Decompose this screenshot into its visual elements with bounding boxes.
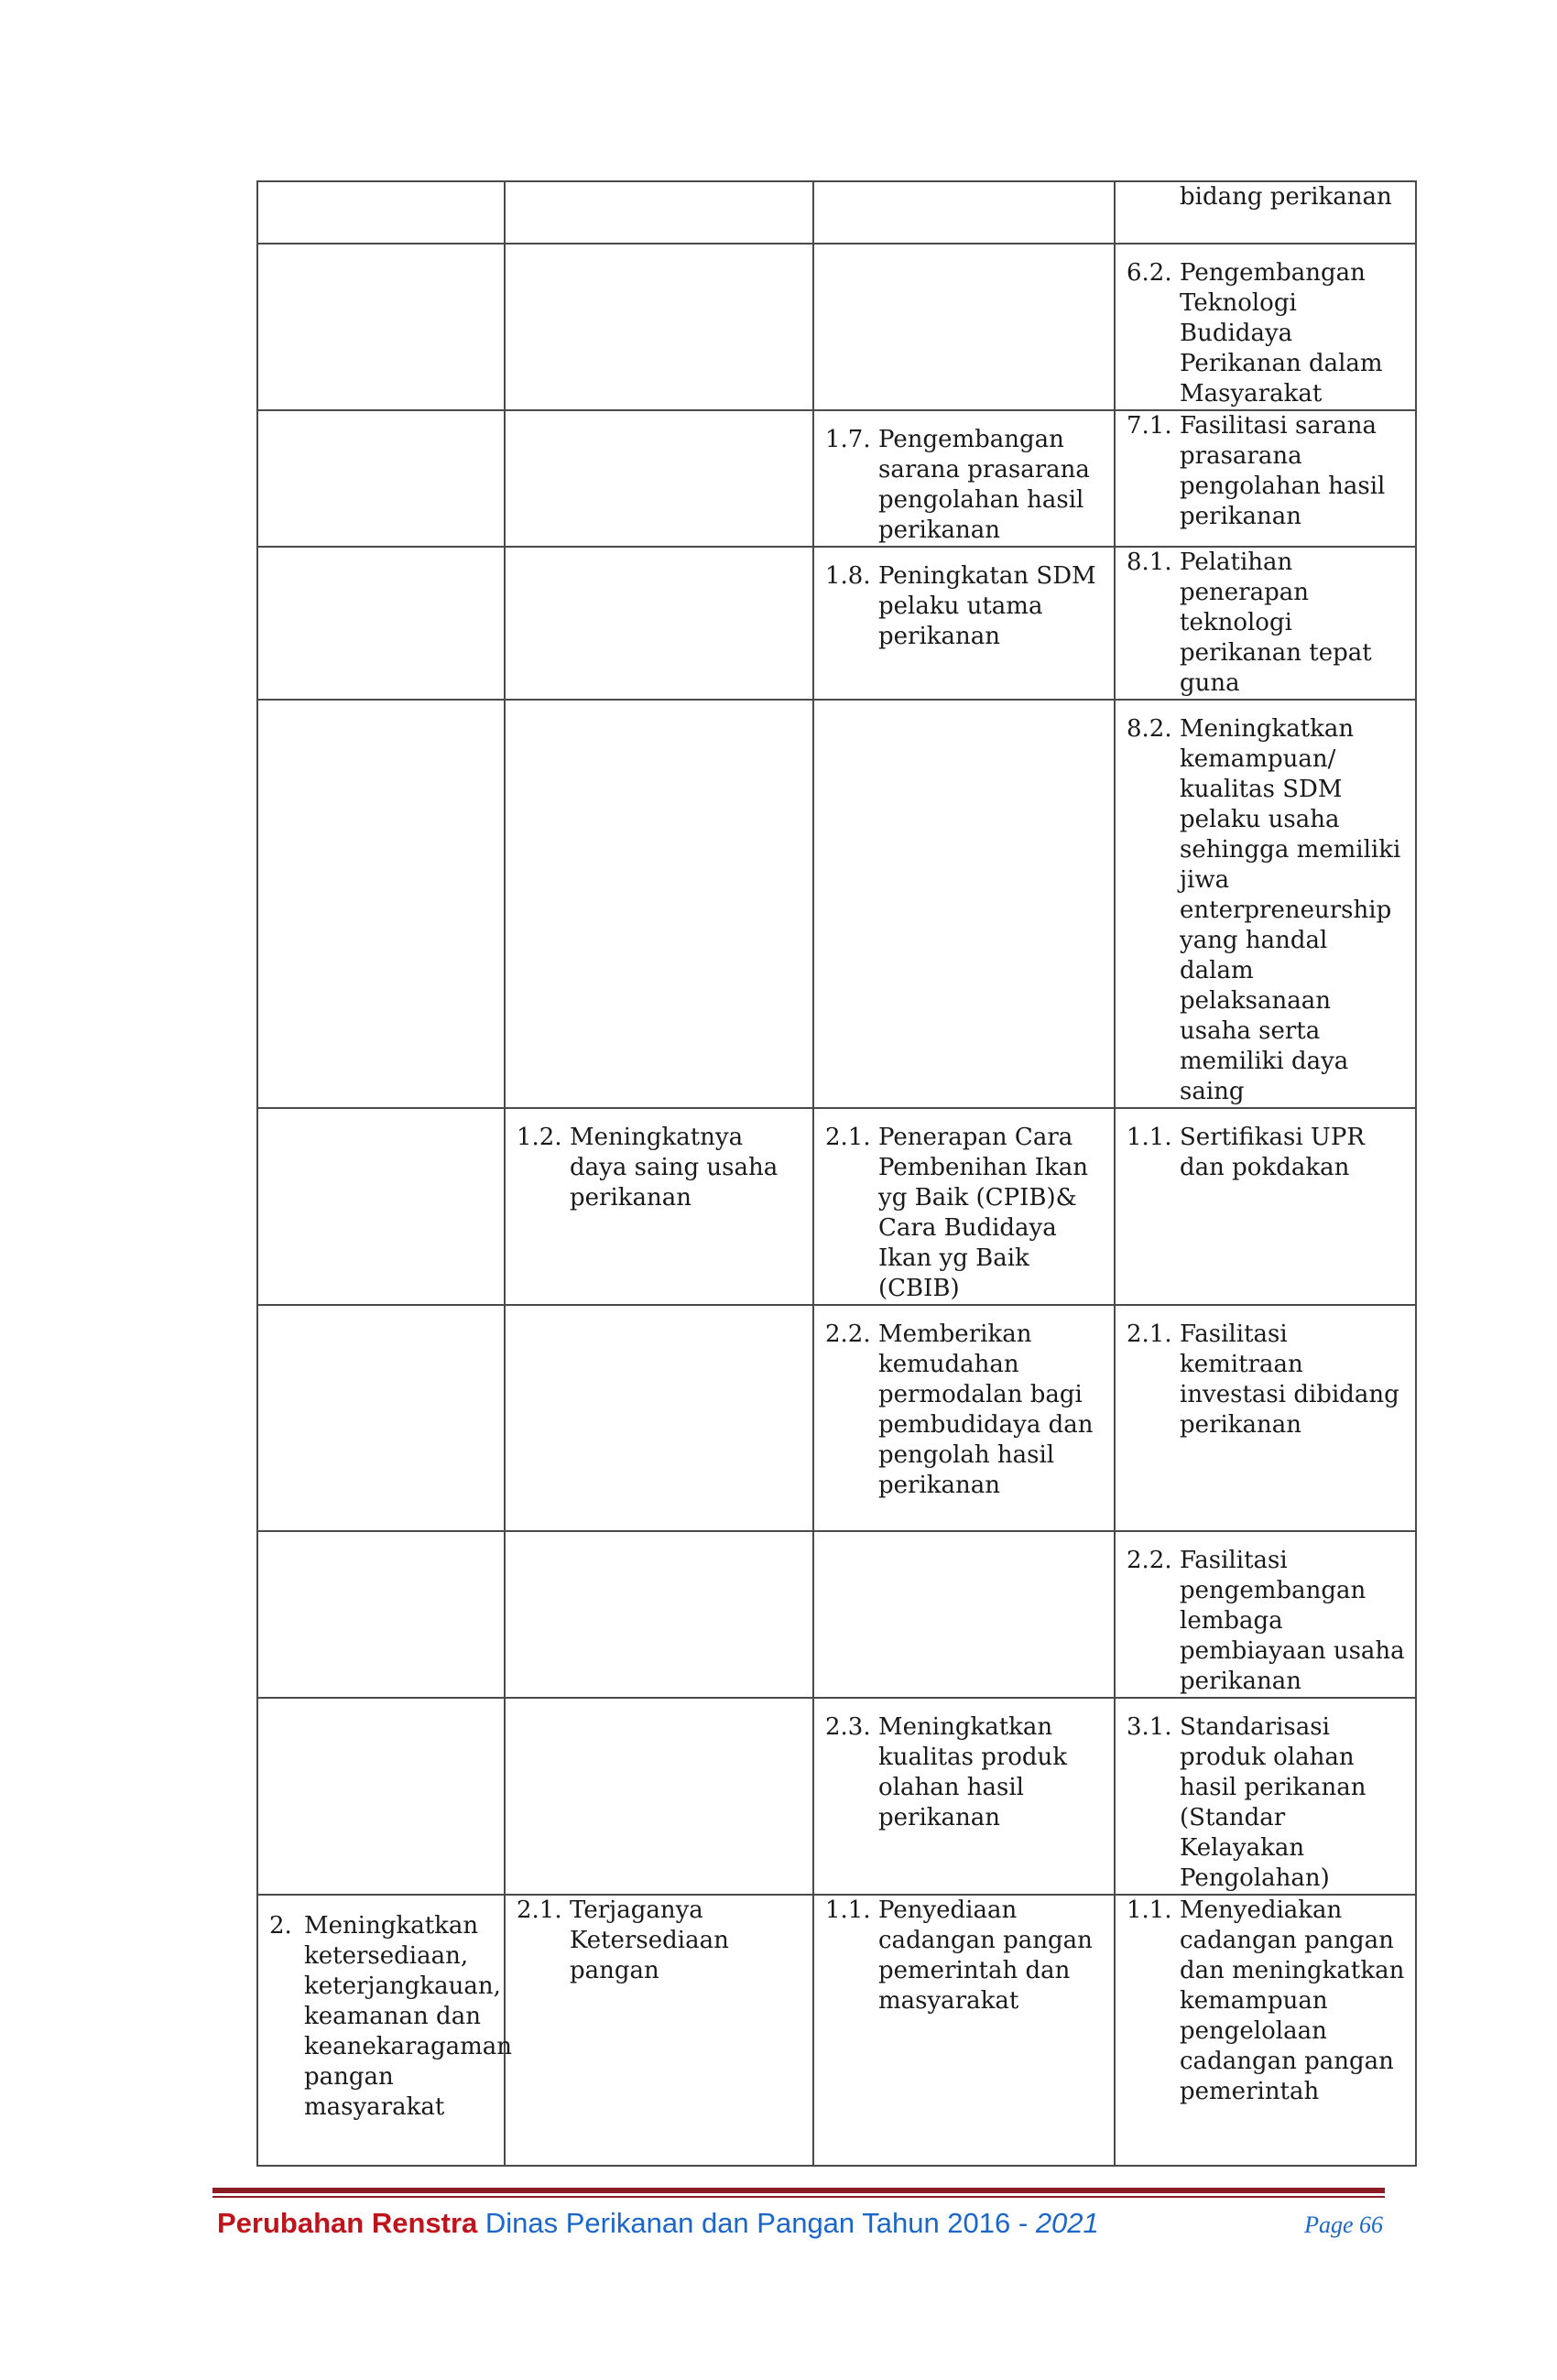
footer-title-rest: Dinas Perikanan dan Pangan Tahun 2016 - — [477, 2207, 1036, 2239]
list-item — [814, 1699, 1114, 1833]
item-text: Meningkatnya daya saing usaha perikanan — [570, 1124, 778, 1212]
item-text: Fasilitasi pengembangan lembaga pembiayaan usaha perikanan — [1180, 1547, 1405, 1695]
footer-rule-thin — [212, 2196, 1385, 2198]
item-number: 7.1. — [1127, 412, 1172, 440]
item-number: 1.7. — [825, 426, 871, 453]
table-cell — [813, 1698, 1115, 1895]
table-cell — [505, 1305, 813, 1531]
table-cell — [257, 547, 505, 700]
list-item — [1116, 1699, 1415, 1894]
list-item — [1116, 1306, 1415, 1440]
list-item — [1116, 245, 1415, 409]
list-item — [1116, 701, 1415, 1107]
table-cell — [1115, 181, 1416, 244]
table-body — [257, 181, 1416, 2166]
item-text: Fasilitasi sarana prasarana pengolahan hasil perikanan — [1180, 412, 1386, 530]
list-item — [814, 1896, 1114, 2016]
table-cell — [813, 244, 1115, 410]
table-cell — [505, 1698, 813, 1895]
table-cell — [813, 700, 1115, 1108]
item-number: 2.2. — [825, 1320, 871, 1348]
table-cell — [505, 244, 813, 410]
list-item — [1116, 1532, 1415, 1697]
item-text: Peningkatan SDM pelaku utama perikanan — [878, 562, 1096, 650]
item-number: 2.1. — [1127, 1320, 1172, 1348]
table-cell — [505, 547, 813, 700]
item-number: 1.1. — [1127, 1124, 1172, 1151]
table-cell — [1115, 1531, 1416, 1698]
table-cell — [257, 1305, 505, 1531]
table-cell — [1115, 1108, 1416, 1305]
item-number: 1.8. — [825, 562, 871, 590]
item-text: Terjaganya Ketersediaan pangan — [570, 1896, 729, 1984]
item-text: Fasilitasi kemitraan investasi dibidang perikanan — [1180, 1320, 1399, 1439]
item-text: Pengembangan Teknologi Budidaya Perikanan dalam Masyarakat — [1180, 259, 1383, 408]
table-cell — [1115, 547, 1416, 700]
item-text: Meningkatkan kemampuan/ kualitas SDM pelaku usaha sehingga memiliki jiwa enterpreneurship yang handal dalam pelaksanaan usaha serta memiliki daya saing — [1180, 715, 1401, 1105]
list-item — [814, 548, 1114, 652]
item-text: Penerapan Cara Pembenihan Ikan yg Baik (CPIB)& Cara Budidaya Ikan yg Baik (CBIB) — [878, 1124, 1088, 1302]
list-item — [1116, 411, 1415, 532]
list-item — [814, 1306, 1114, 1501]
table-row — [257, 410, 1416, 547]
table-cell — [257, 1698, 505, 1895]
page-number: Page 66 — [1304, 2212, 1383, 2238]
item-text: Menyediakan cadangan pangan dan meningkatkan kemampuan pengelolaan cadangan pangan pemerintah — [1180, 1896, 1405, 2105]
item-text: Sertifikasi UPR dan pokdakan — [1180, 1124, 1365, 1181]
item-number: 2.2. — [1127, 1547, 1172, 1574]
item-text: Standarisasi produk olahan hasil perikanan (Standar Kelayakan Pengolahan) — [1180, 1713, 1366, 1892]
item-number: 6.2. — [1127, 259, 1172, 287]
table-row — [257, 181, 1416, 244]
table-cell — [1115, 700, 1416, 1108]
table-cell — [257, 1108, 505, 1305]
table-cell — [257, 1895, 513, 2166]
table-cell — [505, 1108, 813, 1305]
table-cell — [1115, 1698, 1416, 1895]
table-cell — [813, 1108, 1115, 1305]
table-row — [257, 244, 1416, 410]
list-item — [506, 1896, 812, 1986]
table-cell — [505, 1531, 813, 1698]
table-cell — [1115, 1305, 1416, 1531]
item-number: 2.1. — [517, 1896, 562, 1924]
table-row — [257, 1895, 1416, 2166]
table-row — [257, 700, 1416, 1108]
table-cell — [505, 1895, 813, 2166]
item-text: Meningkatkan kualitas produk olahan hasil perikanan — [878, 1713, 1068, 1831]
table-cell — [813, 547, 1115, 700]
item-number: 8.1. — [1127, 549, 1172, 576]
item-number: 2.1. — [825, 1124, 871, 1151]
table-row — [257, 1108, 1416, 1305]
footer-title-year: 2021 — [1035, 2207, 1099, 2239]
item-text: Pengembangan sarana prasarana pengolahan hasil perikanan — [878, 426, 1090, 544]
table-cell — [1115, 1895, 1416, 2166]
table-cell — [257, 181, 505, 244]
item-text: Memberikan kemudahan permodalan bagi pembudidaya dan pengolah hasil perikanan — [878, 1320, 1094, 1499]
item-number: 1.1. — [1127, 1896, 1172, 1924]
table-cell — [1115, 410, 1416, 547]
list-item — [506, 1109, 812, 1213]
footer-title-bold: Perubahan Renstra — [217, 2207, 478, 2239]
table-cell — [257, 244, 505, 410]
list-item — [1116, 1896, 1415, 2107]
list-item — [814, 1109, 1114, 1304]
footer-title — [217, 2205, 1099, 2242]
item-number: 3.1. — [1127, 1713, 1172, 1741]
item-text: Penyediaan cadangan pangan pemerintah dan masyarakat — [878, 1896, 1093, 2015]
table-cell — [813, 1895, 1115, 2166]
renstra-table — [256, 180, 1417, 2167]
list-item — [1116, 548, 1415, 699]
item-number: 2. — [269, 1912, 292, 1940]
table-cell — [505, 410, 813, 547]
footer-rule — [212, 2188, 1385, 2193]
table-row — [257, 1698, 1416, 1895]
table-cell — [813, 181, 1115, 244]
table-cell — [813, 410, 1115, 547]
list-item — [1116, 182, 1415, 212]
table-row — [257, 1531, 1416, 1698]
table-cell — [1115, 244, 1416, 410]
table-cell — [505, 700, 813, 1108]
list-item — [814, 411, 1114, 546]
table-cell — [257, 700, 505, 1108]
item-text: Meningkatkan ketersediaan, keterjangkauan, keamanan dan keanekaragaman pangan masyarakat — [304, 1912, 513, 2121]
table-row — [257, 1305, 1416, 1531]
item-text: Pelatihan penerapan teknologi perikanan tepat guna — [1180, 549, 1372, 697]
item-number: 2.3. — [825, 1713, 871, 1741]
list-item — [258, 1896, 513, 2123]
item-number: 1.1. — [825, 1896, 871, 1924]
table-row — [257, 547, 1416, 700]
table-cell — [813, 1305, 1115, 1531]
item-text: bidang perikanan — [1180, 183, 1392, 211]
table-cell — [505, 181, 813, 244]
table-cell — [257, 1531, 505, 1698]
item-number: 1.2. — [517, 1124, 562, 1151]
table-cell — [813, 1531, 1115, 1698]
table-cell — [257, 410, 505, 547]
item-number: 8.2. — [1127, 715, 1172, 743]
list-item — [1116, 1109, 1415, 1183]
